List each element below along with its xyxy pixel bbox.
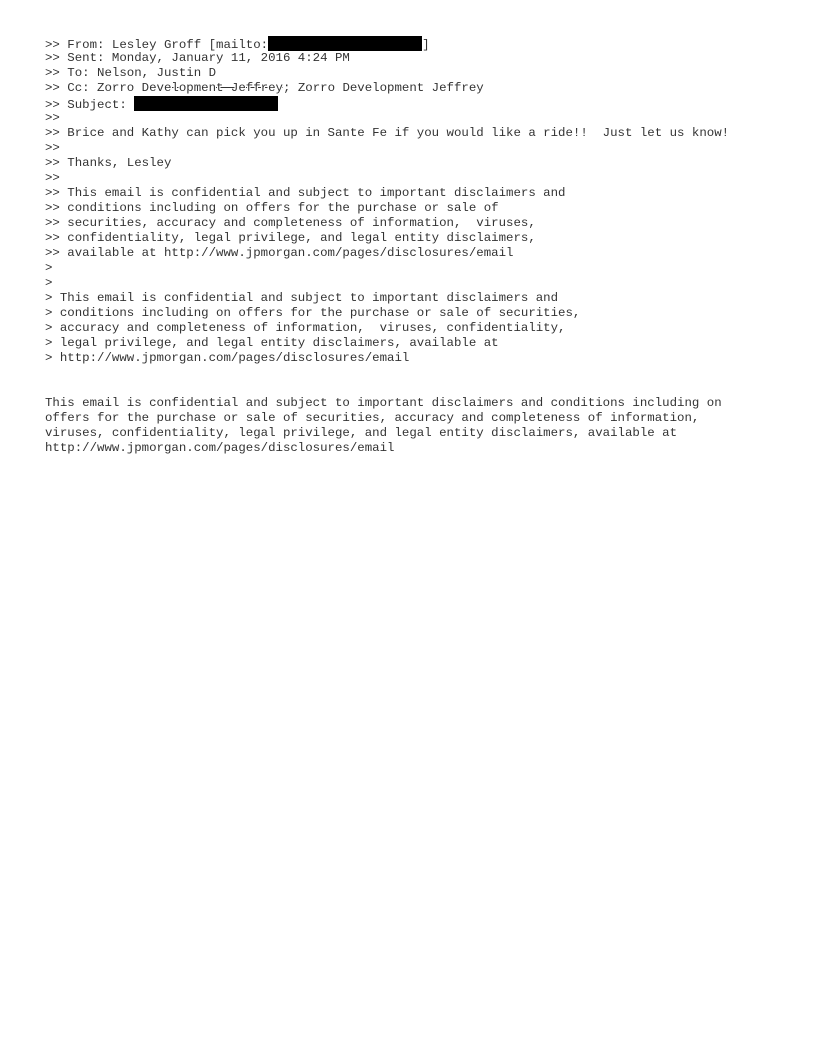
quoted-body-line: >> Brice and Kathy can pick you up in Sante Fe if you would like a ride!! Just let us know! <box>45 126 730 140</box>
to-line: >> To: Nelson, Justin D <box>45 66 217 80</box>
from-prefix: >> From: Lesley Groff [mailto: <box>45 38 269 52</box>
quoted-body-line: >> securities, accuracy and completeness of information, viruses, <box>45 216 536 230</box>
quoted-body-line: > This email is confidential and subject to important disclaimers and <box>45 291 559 305</box>
quoted-body-line: > http://www.jpmorgan.com/pages/disclosures/email <box>45 351 410 365</box>
quoted-body-line: >> conditions including on offers for the purchase or sale of <box>45 201 499 215</box>
quoted-body-line: >> available at http://www.jpmorgan.com/pages/disclosures/email <box>45 246 514 260</box>
quoted-body-line: >> This email is confidential and subject to important disclaimers and <box>45 186 566 200</box>
quoted-body-line: > legal privilege, and legal entity disclaimers, available at <box>45 336 499 350</box>
email-document <box>45 36 785 456</box>
paragraph-gap <box>45 366 785 396</box>
from-line <box>45 36 785 51</box>
quoted-body-line: >> confidentiality, legal privilege, and legal entity disclaimers, <box>45 231 536 245</box>
from-suffix: ] <box>422 38 430 52</box>
quoted-body-line: > conditions including on offers for the purchase or sale of securities, <box>45 306 581 320</box>
quoted-body-line: > <box>45 276 53 290</box>
redacted-subject <box>134 96 278 111</box>
cc-prefix: >> Cc: Zorro <box>45 81 142 95</box>
quoted-body-line: > accuracy and completeness of information, viruses, confidentiality, <box>45 321 566 335</box>
footer-disclaimer-line: This email is confidential and subject to important disclaimers and conditions including on <box>45 396 722 410</box>
quoted-body-line: >> <box>45 171 60 185</box>
footer-disclaimer-line: offers for the purchase or sale of securities, accuracy and completeness of information, <box>45 411 700 425</box>
sent-line: >> Sent: Monday, January 11, 2016 4:24 PM <box>45 51 350 65</box>
subject-prefix: >> Subject: <box>45 98 135 112</box>
cc-line <box>45 81 785 96</box>
quoted-body-line: >> Thanks, Lesley <box>45 156 172 170</box>
quoted-body-line: >> <box>45 141 60 155</box>
subject-line <box>45 96 785 111</box>
cc-suffix: ; Zorro Development Jeffrey <box>282 81 484 95</box>
footer-disclaimer-line: http://www.jpmorgan.com/pages/disclosures/email <box>45 441 395 455</box>
redacted-email-address <box>268 36 422 51</box>
quoted-body-line: >> <box>45 111 60 125</box>
cc-recipient-struck: Development Jeffrey <box>141 81 283 95</box>
quoted-body-line: > <box>45 261 53 275</box>
footer-disclaimer-line: viruses, confidentiality, legal privilege, and legal entity disclaimers, available at <box>45 426 678 440</box>
